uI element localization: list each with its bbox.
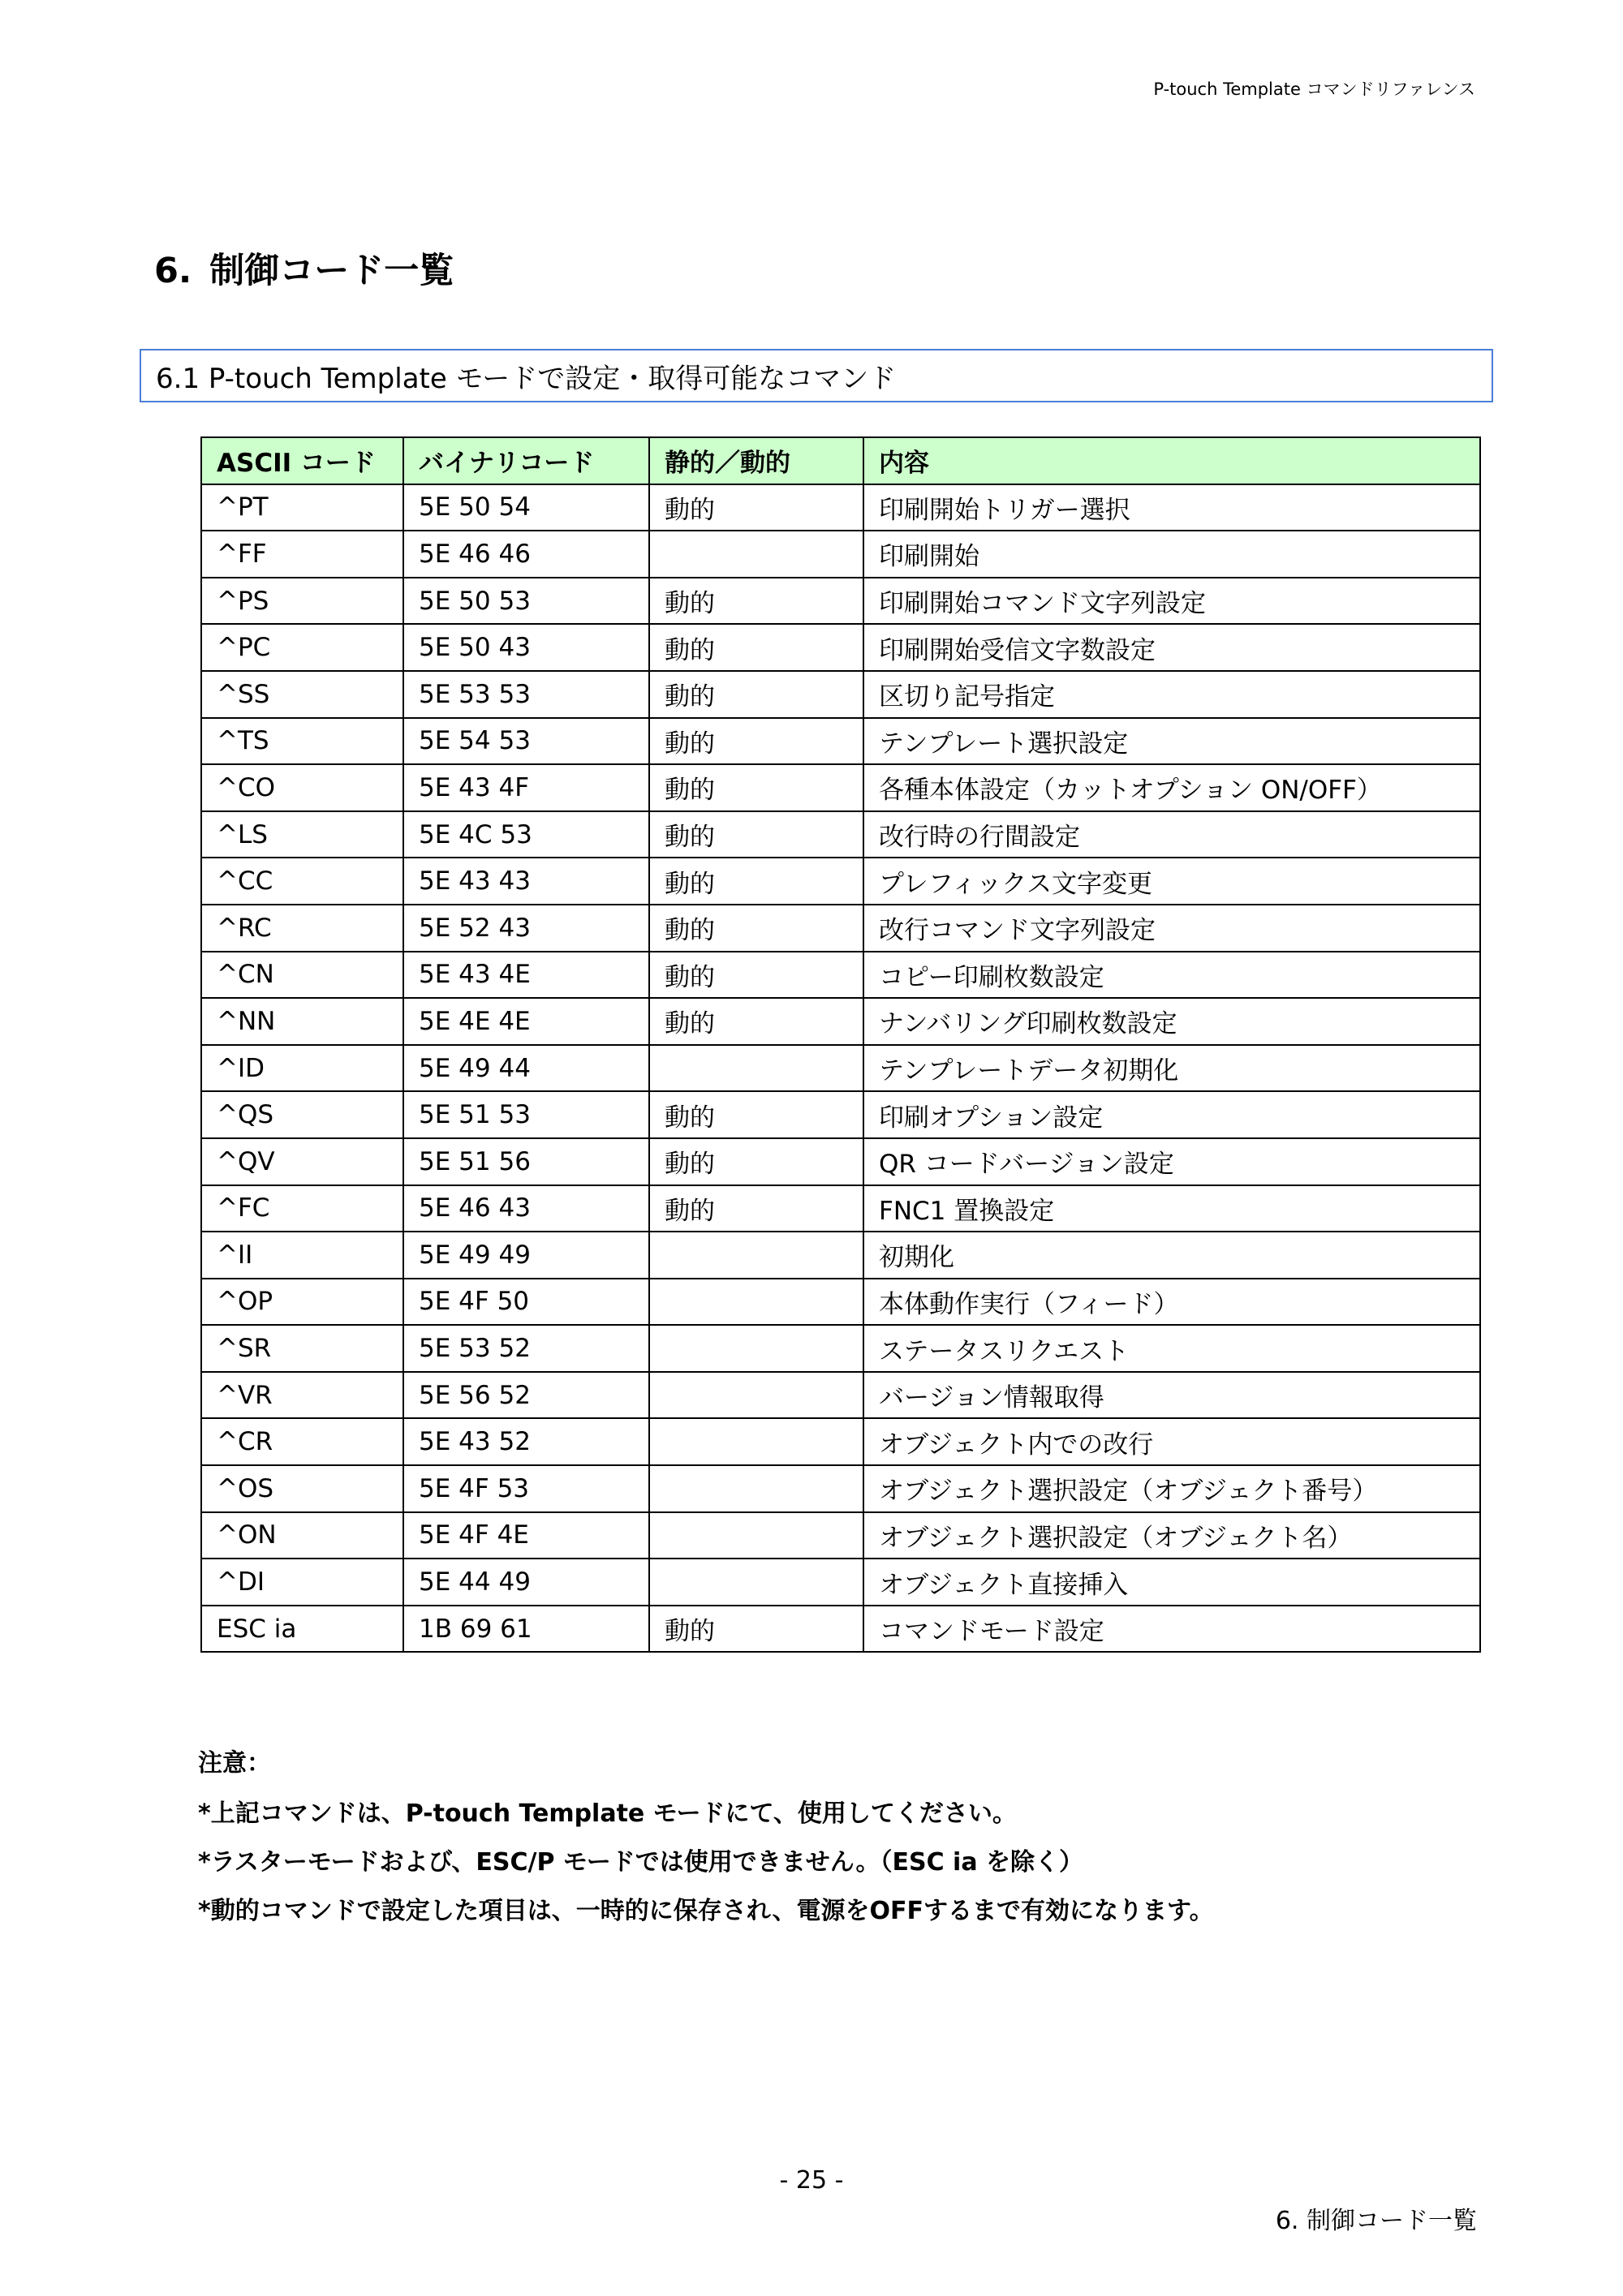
ascii-code-cell: ^CR [201, 1418, 403, 1465]
description-cell: テンプレートデータ初期化 [863, 1045, 1480, 1092]
ascii-code-cell: ^ON [201, 1512, 403, 1559]
description-cell: オブジェクト直接挿入 [863, 1559, 1480, 1606]
static-dynamic-cell: 動的 [649, 624, 863, 671]
description-cell: 印刷開始コマンド文字列設定 [863, 578, 1480, 625]
binary-code-cell: 5E 53 53 [403, 671, 649, 718]
ascii-code-cell: ^PC [201, 624, 403, 671]
ascii-code-cell: ^FC [201, 1185, 403, 1232]
ascii-code-cell: ^PS [201, 578, 403, 625]
description-cell: オブジェクト選択設定（オブジェクト名） [863, 1512, 1480, 1559]
description-cell: 印刷開始トリガー選択 [863, 484, 1480, 531]
binary-code-cell: 1B 69 61 [403, 1606, 649, 1653]
ascii-code-cell: ^II [201, 1232, 403, 1279]
static-dynamic-cell [649, 1559, 863, 1606]
running-footer: 6. 制御コード一覧 [1275, 2207, 1477, 2235]
table-row [201, 1232, 1480, 1279]
ascii-code-cell: ESC ia [201, 1606, 403, 1653]
binary-code-cell: 5E 46 46 [403, 531, 649, 578]
description-cell: オブジェクト選択設定（オブジェクト番号） [863, 1465, 1480, 1512]
description-cell: 印刷開始受信文字数設定 [863, 624, 1480, 671]
table-row [201, 1606, 1480, 1653]
binary-code-cell: 5E 51 56 [403, 1138, 649, 1185]
ascii-code-cell: ^QS [201, 1091, 403, 1138]
binary-code-cell: 5E 52 43 [403, 905, 649, 952]
static-dynamic-cell: 動的 [649, 905, 863, 952]
description-cell: 区切り記号指定 [863, 671, 1480, 718]
static-dynamic-cell [649, 1372, 863, 1419]
description-cell: FNC1 置換設定 [863, 1185, 1480, 1232]
ascii-code-cell: ^CO [201, 764, 403, 811]
description-cell: QR コードバージョン設定 [863, 1138, 1480, 1185]
table-row [201, 1418, 1480, 1465]
binary-code-cell: 5E 50 54 [403, 484, 649, 531]
ascii-code-cell: ^OS [201, 1465, 403, 1512]
static-dynamic-cell: 動的 [649, 1091, 863, 1138]
ascii-code-cell: ^QV [201, 1138, 403, 1185]
binary-code-cell: 5E 4F 4E [403, 1512, 649, 1559]
description-cell: 改行コマンド文字列設定 [863, 905, 1480, 952]
static-dynamic-cell: 動的 [649, 484, 863, 531]
table-row [201, 1512, 1480, 1559]
table-row [201, 1559, 1480, 1606]
table-row [201, 905, 1480, 952]
ascii-code-cell: ^FF [201, 531, 403, 578]
table-row [201, 578, 1480, 625]
binary-code-cell: 5E 4C 53 [403, 811, 649, 858]
column-header-binary: バイナリコード [403, 437, 649, 484]
ascii-code-cell: ^SS [201, 671, 403, 718]
section-title-text: 制御コード一覧 [209, 251, 454, 291]
table-row [201, 1138, 1480, 1185]
static-dynamic-cell: 動的 [649, 764, 863, 811]
table-row [201, 1465, 1480, 1512]
table-row [201, 858, 1480, 905]
section-number: 6. [154, 251, 192, 291]
static-dynamic-cell: 動的 [649, 578, 863, 625]
description-cell: バージョン情報取得 [863, 1372, 1480, 1419]
static-dynamic-cell [649, 1512, 863, 1559]
binary-code-cell: 5E 49 49 [403, 1232, 649, 1279]
description-cell: 改行時の行間設定 [863, 811, 1480, 858]
ascii-code-cell: ^RC [201, 905, 403, 952]
ascii-code-cell: ^CC [201, 858, 403, 905]
table-row [201, 811, 1480, 858]
ascii-code-cell: ^VR [201, 1372, 403, 1419]
static-dynamic-cell: 動的 [649, 718, 863, 765]
table-body [201, 484, 1480, 1653]
ascii-code-cell: ^DI [201, 1559, 403, 1606]
binary-code-cell: 5E 4F 50 [403, 1279, 649, 1326]
page-number: - 25 - [779, 2166, 844, 2195]
binary-code-cell: 5E 4E 4E [403, 998, 649, 1045]
binary-code-cell: 5E 46 43 [403, 1185, 649, 1232]
description-cell: 本体動作実行（フィード） [863, 1279, 1480, 1326]
description-cell: 印刷開始 [863, 531, 1480, 578]
static-dynamic-cell: 動的 [649, 952, 863, 999]
binary-code-cell: 5E 43 4F [403, 764, 649, 811]
note-line: *ラスターモードおよび、ESC/P モードでは使用できません。（ESC ia を除く） [198, 1848, 1084, 1877]
column-header-static-dynamic: 静的／動的 [649, 437, 863, 484]
binary-code-cell: 5E 56 52 [403, 1372, 649, 1419]
binary-code-cell: 5E 53 52 [403, 1325, 649, 1372]
static-dynamic-cell [649, 1279, 863, 1326]
table-row [201, 1185, 1480, 1232]
static-dynamic-cell: 動的 [649, 671, 863, 718]
column-header-description: 内容 [863, 437, 1480, 484]
description-cell: ステータスリクエスト [863, 1325, 1480, 1372]
static-dynamic-cell [649, 1045, 863, 1092]
ascii-code-cell: ^OP [201, 1279, 403, 1326]
static-dynamic-cell [649, 1418, 863, 1465]
description-cell: コピー印刷枚数設定 [863, 952, 1480, 999]
description-cell: コマンドモード設定 [863, 1606, 1480, 1653]
description-cell: 印刷オプション設定 [863, 1091, 1480, 1138]
command-table [200, 436, 1481, 1653]
static-dynamic-cell [649, 531, 863, 578]
table-row [201, 671, 1480, 718]
binary-code-cell: 5E 43 43 [403, 858, 649, 905]
binary-code-cell: 5E 4F 53 [403, 1465, 649, 1512]
description-cell: ナンバリング印刷枚数設定 [863, 998, 1480, 1045]
binary-code-cell: 5E 54 53 [403, 718, 649, 765]
static-dynamic-cell [649, 1325, 863, 1372]
section-title [154, 243, 454, 293]
description-cell: オブジェクト内での改行 [863, 1418, 1480, 1465]
ascii-code-cell: ^LS [201, 811, 403, 858]
binary-code-cell: 5E 43 52 [403, 1418, 649, 1465]
table-row [201, 1325, 1480, 1372]
binary-code-cell: 5E 49 44 [403, 1045, 649, 1092]
ascii-code-cell: ^TS [201, 718, 403, 765]
table-row [201, 764, 1480, 811]
ascii-code-cell: ^SR [201, 1325, 403, 1372]
table-header-row [201, 437, 1480, 484]
subsection-title: 6.1 P-touch Template モードで設定・取得可能なコマンド [156, 362, 897, 395]
table-row [201, 1279, 1480, 1326]
static-dynamic-cell: 動的 [649, 811, 863, 858]
notes-section [198, 1743, 1537, 1942]
table-row [201, 1372, 1480, 1419]
static-dynamic-cell [649, 1232, 863, 1279]
static-dynamic-cell: 動的 [649, 998, 863, 1045]
subsection-title-box [140, 349, 1493, 402]
column-header-ascii: ASCII コード [201, 437, 403, 484]
static-dynamic-cell: 動的 [649, 858, 863, 905]
binary-code-cell: 5E 43 4E [403, 952, 649, 999]
description-cell: プレフィックス文字変更 [863, 858, 1480, 905]
table-row [201, 952, 1480, 999]
binary-code-cell: 5E 44 49 [403, 1559, 649, 1606]
description-cell: 各種本体設定（カットオプション ON/OFF） [863, 764, 1480, 811]
static-dynamic-cell: 動的 [649, 1138, 863, 1185]
running-header: P-touch Template コマンドリファレンス [1153, 80, 1475, 99]
static-dynamic-cell [649, 1465, 863, 1512]
static-dynamic-cell: 動的 [649, 1185, 863, 1232]
binary-code-cell: 5E 50 53 [403, 578, 649, 625]
notes-heading: 注意： [198, 1749, 271, 1778]
ascii-code-cell: ^PT [201, 484, 403, 531]
table-row [201, 624, 1480, 671]
note-line: *動的コマンドで設定した項目は、一時的に保存され、電源をOFFするまで有効になります。 [198, 1897, 1214, 1925]
table-row [201, 1091, 1480, 1138]
binary-code-cell: 5E 50 43 [403, 624, 649, 671]
table-row [201, 484, 1480, 531]
ascii-code-cell: ^NN [201, 998, 403, 1045]
table-row [201, 718, 1480, 765]
ascii-code-cell: ^ID [201, 1045, 403, 1092]
note-line: *上記コマンドは、P-touch Template モードにて、使用してください。 [198, 1799, 1017, 1828]
description-cell: テンプレート選択設定 [863, 718, 1480, 765]
binary-code-cell: 5E 51 53 [403, 1091, 649, 1138]
table-row [201, 1045, 1480, 1092]
table-row [201, 531, 1480, 578]
description-cell: 初期化 [863, 1232, 1480, 1279]
table-row [201, 998, 1480, 1045]
ascii-code-cell: ^CN [201, 952, 403, 999]
static-dynamic-cell: 動的 [649, 1606, 863, 1653]
